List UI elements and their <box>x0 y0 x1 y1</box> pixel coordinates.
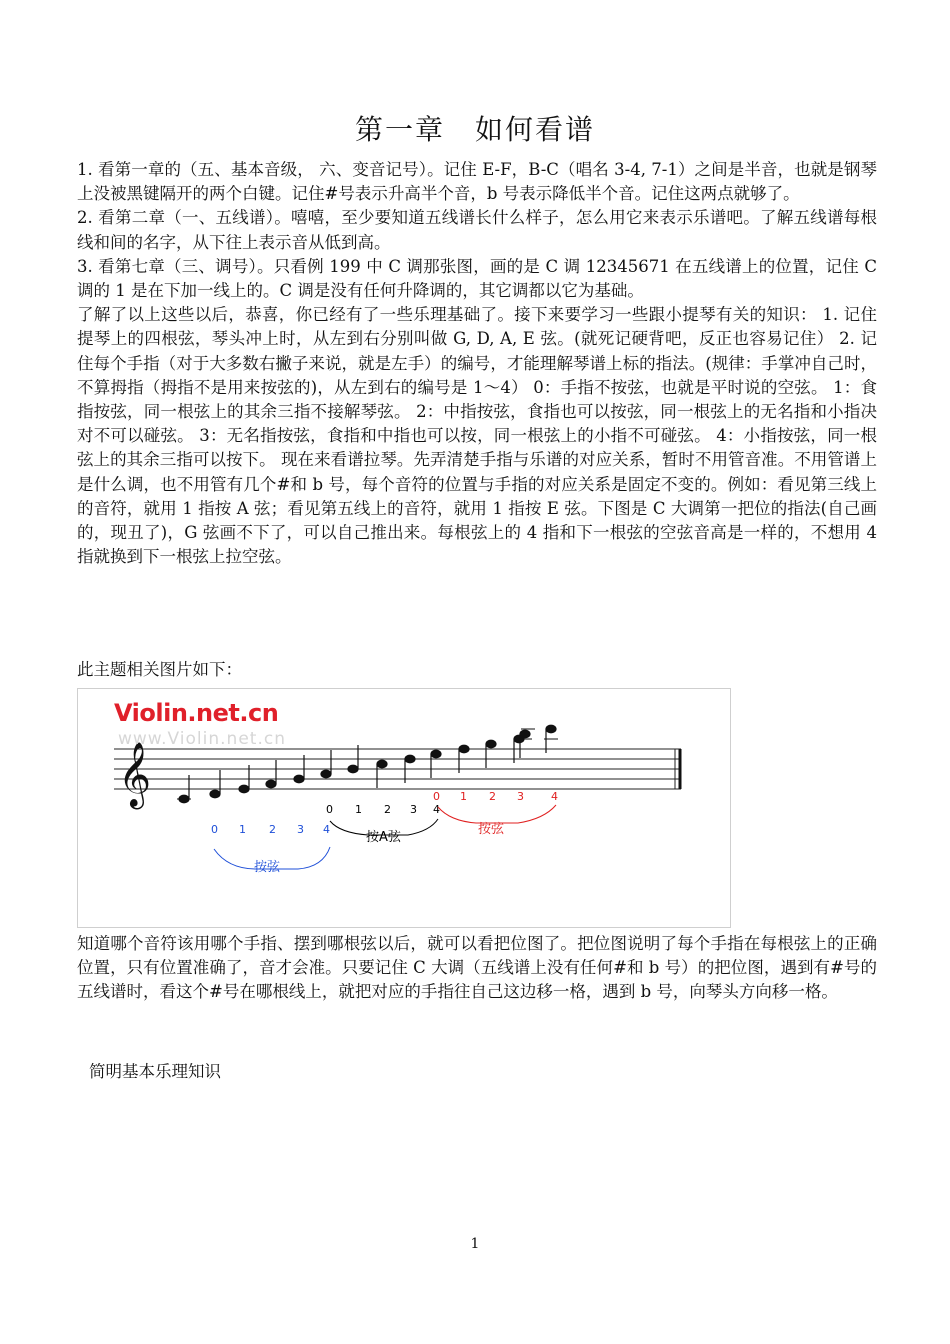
treble-clef-icon: 𝄞 <box>118 742 152 807</box>
paragraph: 2. 看第二章（一、五线谱）。嘻嘻，至少要知道五线谱长什么样子，怎么用它来表示乐谱吧。了解五线谱每根线和间的名字，从下往上表示音从低到高。 <box>77 208 877 252</box>
section-title: 简明基本乐理知识 <box>89 1062 221 1081</box>
finger-number: 1 <box>239 823 246 836</box>
finger-number: 1 <box>460 790 467 803</box>
image-intro: 此主题相关图片如下： <box>77 660 242 679</box>
group-black <box>326 803 440 816</box>
paragraph: 1. 看第一章的（五、基本音级， 六、变音记号）。记住 E-F，B-C（唱名 3-4, 7-1）之间是半音，也就是钢琴上没被黑键隔开的两个白键。记住#号表示升高半个音，b 号表示降低半个音。记住这两点就够了。 <box>77 160 877 204</box>
group-red <box>433 790 558 803</box>
group-label: 按弦 <box>254 860 281 875</box>
finger-number: 2 <box>269 823 276 836</box>
body-text <box>77 158 877 569</box>
watermark: www.Violin.net.cn <box>118 729 286 749</box>
finger-number: 4 <box>433 803 440 816</box>
group-label: 按弦 <box>478 822 505 837</box>
finger-number: 0 <box>433 790 440 803</box>
group-blue <box>211 823 330 836</box>
finger-number: 3 <box>297 823 304 836</box>
paragraph: 3. 看第七章（三、调号）。只看例 199 中 C 调那张图，画的是 C 调 12345671 在五线谱上的位置，记住 C 调的 1 是在下加一线上的。C 调是没有任何升降调的，其它调都以它为基础。 <box>77 256 877 301</box>
fingering-figure <box>77 688 731 928</box>
body-text-after <box>77 932 877 1005</box>
finger-number: 1 <box>355 803 362 816</box>
page-number: 1 <box>470 1236 480 1252</box>
finger-number: 3 <box>517 790 524 803</box>
finger-number: 4 <box>551 790 558 803</box>
finger-number: 4 <box>323 823 330 836</box>
page-title: 第一章 如何看谱 <box>354 113 595 146</box>
bracket-red <box>438 805 556 823</box>
finger-number: 2 <box>384 803 391 816</box>
finger-number: 3 <box>410 803 417 816</box>
paragraph: 知道哪个音符该用哪个手指、摆到哪根弦以后，就可以看把位图了。把位图说明了每个手指在每根弦上的正确位置，只有位置准确了，音才会准。只要记住 C 大调（五线谱上没有任何#和 b 号）的把位图，遇到有#号的五线谱时，看这个#号在哪根线上，就把对应的手指往自己这边移一格，遇到 b 号，向琴头方向移一格。 <box>77 934 877 1002</box>
site-logo: Violin.net.cn <box>114 699 279 727</box>
finger-number: 0 <box>211 823 218 836</box>
group-label: 按A弦 <box>366 830 401 845</box>
finger-number: 2 <box>489 790 496 803</box>
paragraph: 了解了以上这些以后，恭喜，你已经有了一些乐理基础了。接下来要学习一些跟小提琴有关的知识： 1. 记住提琴上的四根弦，琴头冲上时，从左到右分别叫做 G, D, A, E 弦。(就死记硬背吧，反正也容易记住） 2. 记住每个手指（对于大多数右撇子来说，就是左手）的编号，才能理解琴谱上标的指法。(规律：手掌冲自己时，不算拇指（拇指不是用来按弦的)，从左到右的编号是 1～4） 0：手指不按弦，也就是平时说的空弦。 1：食指按弦，同一根弦上的其余三指不接解琴弦。 2：中指按弦，食指也可以按弦，同一根弦上的无名指和小指决对不可以碰弦。 3：无名指按弦，食指和中指也可以按，同一根弦上的小指不可碰弦。 4：小指按弦，同一根弦上的其余三指可以按下。 现在来看谱拉琴。先弄清楚手指与乐谱的对应关系，暂时不用管音准。不用管谱上是什么调，也不用管有几个#和 b 号，每个音符的位置与手指的对应关系是固定不变的。例如：看见第三线上的音符，就用 1 指按 A 弦；看见第五线上的音符，就用 1 指按 E 弦。下图是 C 大调第一把位的指法(自己画的，现丑了)，G 弦画不下了，可以自己推出来。每根弦上的 4 指和下一根弦的空弦音高是一样的，不想用 4 指就换到下一根弦上拉空弦。 <box>77 305 877 567</box>
staff-lines <box>114 749 681 789</box>
finger-number: 0 <box>326 803 333 816</box>
